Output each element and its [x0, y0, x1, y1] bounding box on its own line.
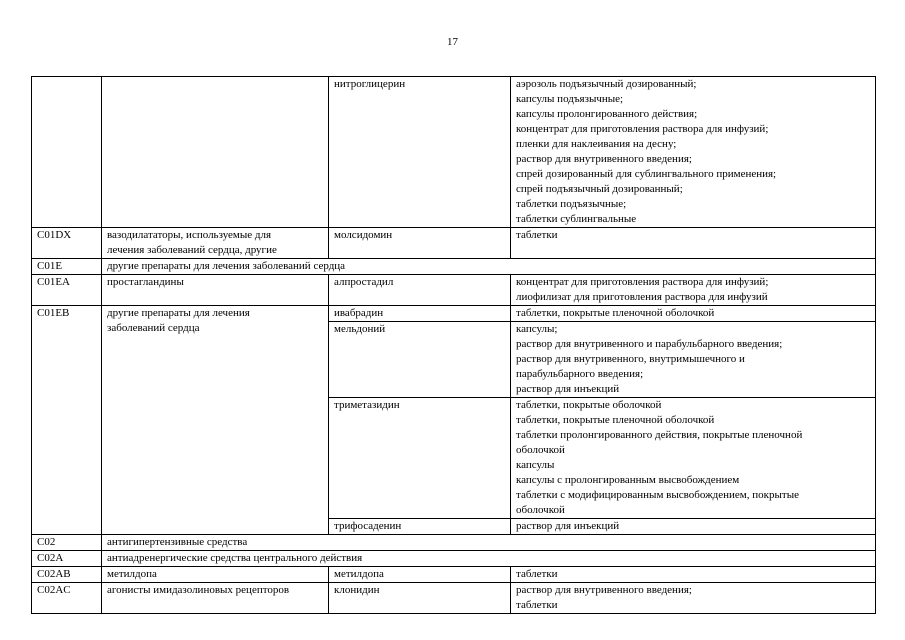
- dosage-forms-cell: таблетки: [511, 228, 876, 259]
- drug-name-cell: трифосаденин: [329, 519, 511, 535]
- table-row: [32, 551, 876, 567]
- table-row: [32, 567, 876, 583]
- group-name-cell: антигипертензивные средства: [102, 535, 876, 551]
- table-row: [32, 583, 876, 614]
- atc-code-cell: C01EB: [32, 306, 102, 535]
- dosage-forms-cell: концентрат для приготовления раствора для инфузий; лиофилизат для приготовления раствора для инфузий: [511, 275, 876, 306]
- drug-name-cell: нитроглицерин: [329, 77, 511, 228]
- table-row: [32, 275, 876, 306]
- drug-name-cell: мельдоний: [329, 322, 511, 398]
- dosage-forms-cell: таблетки: [511, 567, 876, 583]
- drug-name-cell: молсидомин: [329, 228, 511, 259]
- group-name-cell: другие препараты для лечения заболеваний сердца: [102, 306, 329, 535]
- table-row: [32, 228, 876, 259]
- dosage-forms-cell: таблетки, покрытые пленочной оболочкой: [511, 306, 876, 322]
- drug-table: [31, 76, 876, 614]
- atc-code-cell: C01DX: [32, 228, 102, 259]
- atc-code-cell: C02: [32, 535, 102, 551]
- dosage-forms-cell: таблетки, покрытые оболочкой таблетки, покрытые пленочной оболочкой таблетки пролонгированного действия, покрытые пленочной оболочкой капсулы капсулы с пролонгированным высвобождением таблетки с модифицированным высвобождением, покрытые оболочкой: [511, 398, 876, 519]
- atc-code-cell: C02AC: [32, 583, 102, 614]
- group-name-cell: [102, 77, 329, 228]
- table-row: [32, 535, 876, 551]
- page-number: 17: [447, 36, 458, 48]
- dosage-forms-cell: раствор для внутривенного введения; таблетки: [511, 583, 876, 614]
- dosage-forms-cell: раствор для инъекций: [511, 519, 876, 535]
- atc-code-cell: C02AB: [32, 567, 102, 583]
- atc-code-cell: C01EA: [32, 275, 102, 306]
- group-name-cell: агонисты имидазолиновых рецепторов: [102, 583, 329, 614]
- table-row: [32, 259, 876, 275]
- group-name-cell: метилдопа: [102, 567, 329, 583]
- group-name-cell: вазодилататоры, используемые для лечения заболеваний сердца, другие: [102, 228, 329, 259]
- drug-name-cell: алпростадил: [329, 275, 511, 306]
- atc-code-cell: C01E: [32, 259, 102, 275]
- table-row: [32, 77, 876, 228]
- atc-code-cell: [32, 77, 102, 228]
- table-row: [32, 306, 876, 322]
- drug-name-cell: триметазидин: [329, 398, 511, 519]
- group-name-cell: другие препараты для лечения заболеваний сердца: [102, 259, 876, 275]
- dosage-forms-cell: аэрозоль подъязычный дозированный; капсулы подъязычные; капсулы пролонгированного действия; концентрат для приготовления раствора для инфузий; пленки для наклеивания на десну; раствор для внутривенного введения; спрей дозированный для сублингвального применения; спрей подъязычный дозированный; таблетки подъязычные; таблетки сублингвальные: [511, 77, 876, 228]
- drug-name-cell: клонидин: [329, 583, 511, 614]
- group-name-cell: простагландины: [102, 275, 329, 306]
- drug-name-cell: метилдопа: [329, 567, 511, 583]
- atc-code-cell: C02A: [32, 551, 102, 567]
- dosage-forms-cell: капсулы; раствор для внутривенного и парабульбарного введения; раствор для внутривенного, внутримышечного и парабульбарного введения; раствор для инъекций: [511, 322, 876, 398]
- group-name-cell: антиадренергические средства центрального действия: [102, 551, 876, 567]
- drug-name-cell: ивабрадин: [329, 306, 511, 322]
